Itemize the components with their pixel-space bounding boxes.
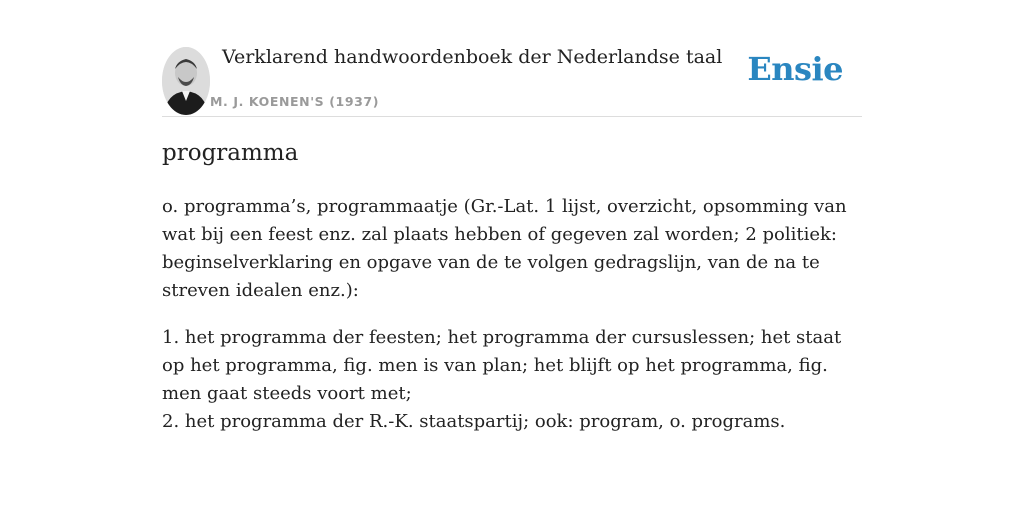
entry-headword: programma [162, 140, 299, 166]
entry-definition [162, 193, 862, 455]
sense-item: 2. het programma der R.-K. staatspartij; ook: program, o. programs. [162, 411, 786, 432]
dictionary-title: Verklarend handwoordenboek der Nederlandse taal [222, 46, 723, 68]
author-portrait [162, 47, 210, 115]
dictionary-header [162, 44, 862, 117]
entry-intro: o. programma’s, programmaatje (Gr.-Lat. 1 lijst, overzicht, opsomming van wat bij een feest enz. zal plaats hebben of gegeven zal worden; 2 politiek: beginselverklaring en opgave van de te volgen gedragslijn, van de na te streven idealen enz.): [162, 196, 847, 301]
ensie-logo-link[interactable]: Ensie [747, 50, 843, 88]
entry-senses [162, 324, 862, 436]
dictionary-author: M. J. KOENEN'S (1937) [210, 94, 380, 109]
sense-item: 1. het programma der feesten; het programma der cursuslessen; het staat op het programma, fig. men is van plan; het blijft op het programma, fig. men gaat steeds voort met; [162, 327, 842, 404]
